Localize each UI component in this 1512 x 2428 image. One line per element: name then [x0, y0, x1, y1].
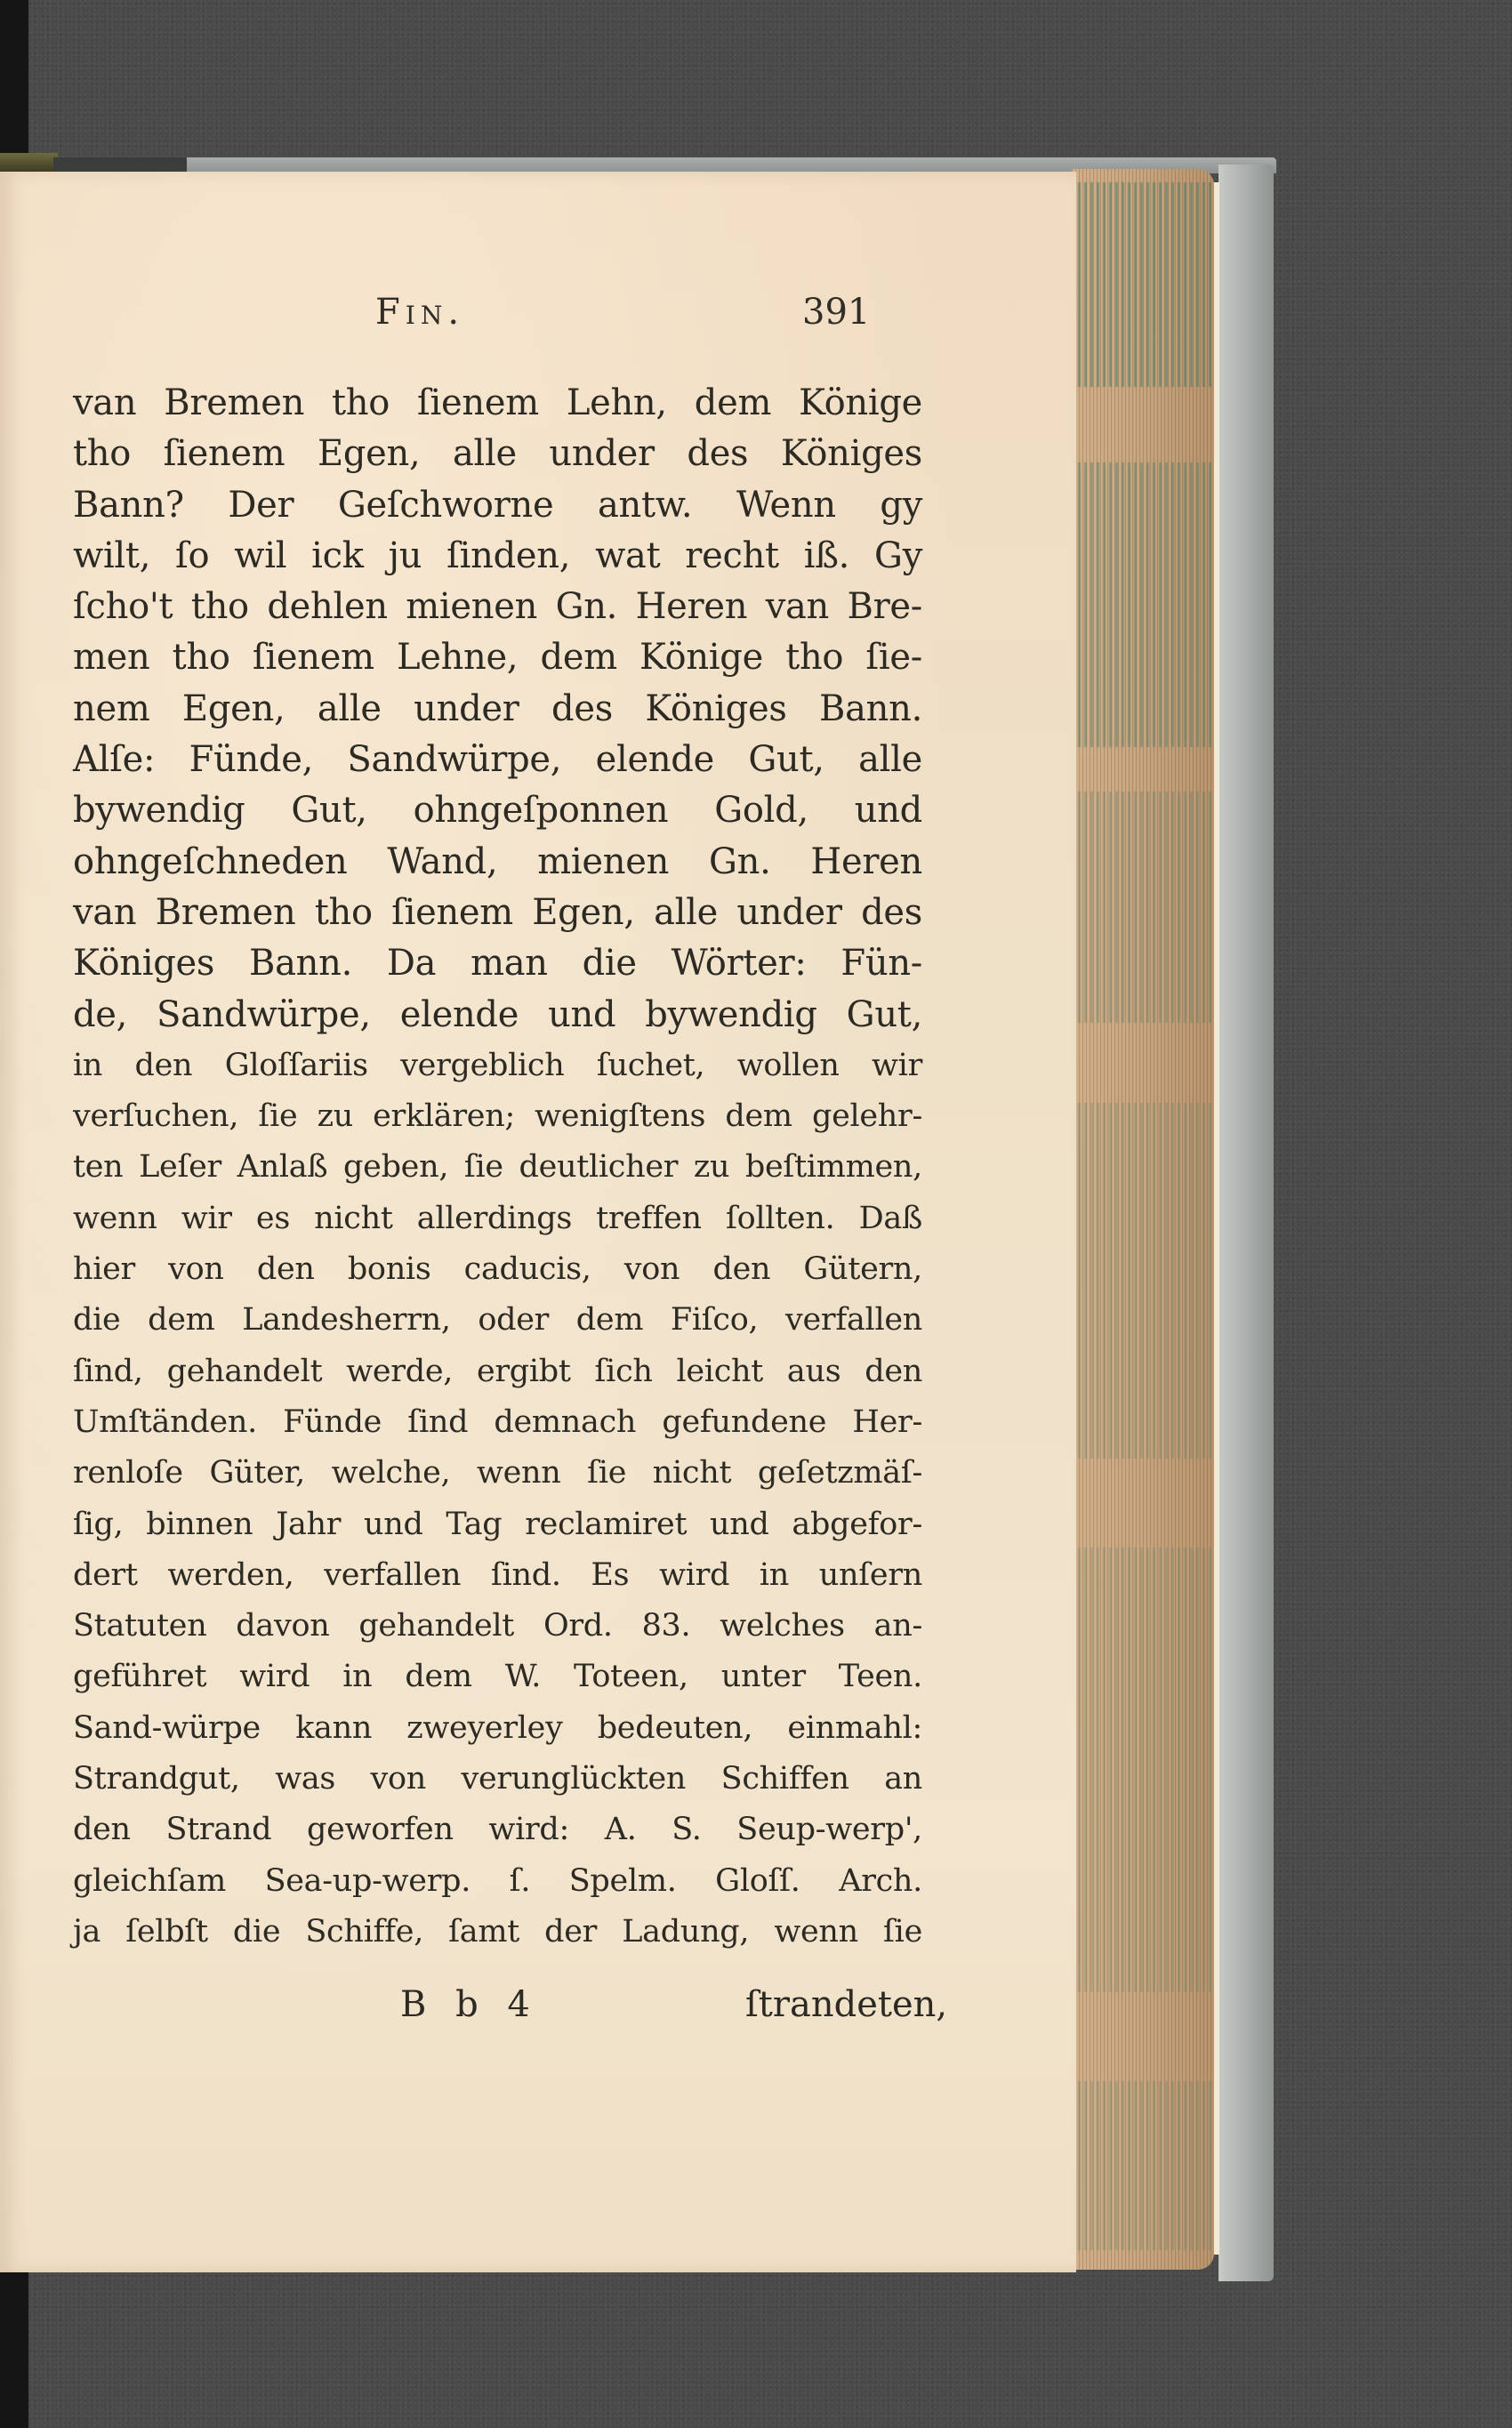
text-line: die dem Landesherrn, oder dem Fiſco, verfallen: [73, 1302, 922, 1339]
text-line: men tho ſienem Lehne, dem Könige tho ſie-: [73, 637, 922, 679]
text-line: geführet wird in dem W. Toteen, unter Teen.: [73, 1659, 922, 1695]
text-line: nem Egen, alle under des Königes Bann.: [73, 687, 922, 729]
text-line: Königes Bann. Da man die Wörter: Fün-: [73, 943, 922, 985]
text-line: Bann? Der Geſchworne antw. Wenn gy: [73, 484, 922, 526]
text-line: gleichſam Sea-up-werp. ſ. Spelm. Gloſſ. Arch.: [73, 1862, 922, 1899]
catchword: ſtrandeten,: [745, 1984, 948, 2025]
text-line: tho ſienem Egen, alle under des Königes: [73, 433, 922, 475]
running-head: [0, 292, 1076, 336]
text-line: Umſtänden. Fünde ſind demnach gefundene Her-: [73, 1403, 922, 1440]
text-line: Statuten davon gehandelt Ord. 83. welches an-: [73, 1608, 922, 1644]
text-line: ohngeſchneden Wand, mienen Gn. Heren: [73, 840, 922, 882]
text-line: bywendig Gut, ohngeſponnen Gold, und: [73, 790, 922, 832]
text-line: in den Gloſſariis vergeblich ſuchet, wollen wir: [73, 1047, 922, 1083]
text-line: den Strand geworfen wird: A. S. Seup-werp',: [73, 1812, 922, 1848]
text-line: de, Sandwürpe, elende und bywendig Gut,: [73, 993, 922, 1035]
text-line: ſind, gehandelt werde, ergibt ſich leicht aus den: [73, 1353, 922, 1389]
text-line: hier von den bonis caducis, von den Gütern,: [73, 1251, 922, 1288]
fore-edge-speckle: [1072, 182, 1214, 387]
fore-edge-speckle: [1072, 792, 1214, 1023]
text-line: Sand-würpe kann zweyerley bedeuten, einmahl:: [73, 1709, 922, 1746]
page-footer: [0, 1984, 1076, 2038]
page-fore-edge: [1072, 169, 1214, 2270]
book-clasp: [0, 153, 58, 173]
book-board-edge: [1218, 165, 1274, 2281]
fore-edge-speckle: [1072, 1103, 1214, 1459]
text-line: ja ſelbſt die Schiffe, ſamt der Ladung, wenn ſie: [73, 1913, 922, 1950]
text-line: dert werden, verfallen ſind. Es wird in unſern: [73, 1556, 922, 1593]
fore-edge-speckle: [1072, 2081, 1214, 2250]
text-line: wilt, ſo wil ick ju ſinden, wat recht iß. Gy: [73, 535, 922, 576]
text-line: Strandgut, was von verunglückten Schiffen an: [73, 1761, 922, 1797]
text-line: van Bremen tho ſienem Egen, alle under des: [73, 891, 922, 933]
text-line: ten Leſer Anlaß geben, ſie deutlicher zu beſtimmen,: [73, 1149, 922, 1186]
text-line: ſig, binnen Jahr und Tag reclamiret und abgefor-: [73, 1506, 922, 1542]
text-line: verſuchen, ſie zu erklären; wenigſtens dem gelehr-: [73, 1098, 922, 1135]
text-line: renloſe Güter, welche, wenn ſie nicht geſetzmäſ-: [73, 1455, 922, 1491]
signature-mark: B b 4: [400, 1984, 539, 2025]
text-line: wenn wir es nicht allerdings treffen ſollten. Daß: [73, 1200, 922, 1236]
fore-edge-speckle: [1072, 1548, 1214, 1992]
fore-edge-speckle: [1072, 462, 1214, 747]
text-line: van Bremen tho ſienem Lehn, dem Könige: [73, 382, 922, 423]
text-line: ſcho't tho dehlen mienen Gn. Heren van Bre-: [73, 586, 922, 628]
running-head-title: Fin.: [375, 292, 465, 333]
text-line: Alſe: Fünde, Sandwürpe, elende Gut, alle: [73, 739, 922, 781]
book-page: [0, 172, 1076, 2272]
page-number: 391: [802, 292, 871, 333]
body-text: [73, 378, 922, 1958]
